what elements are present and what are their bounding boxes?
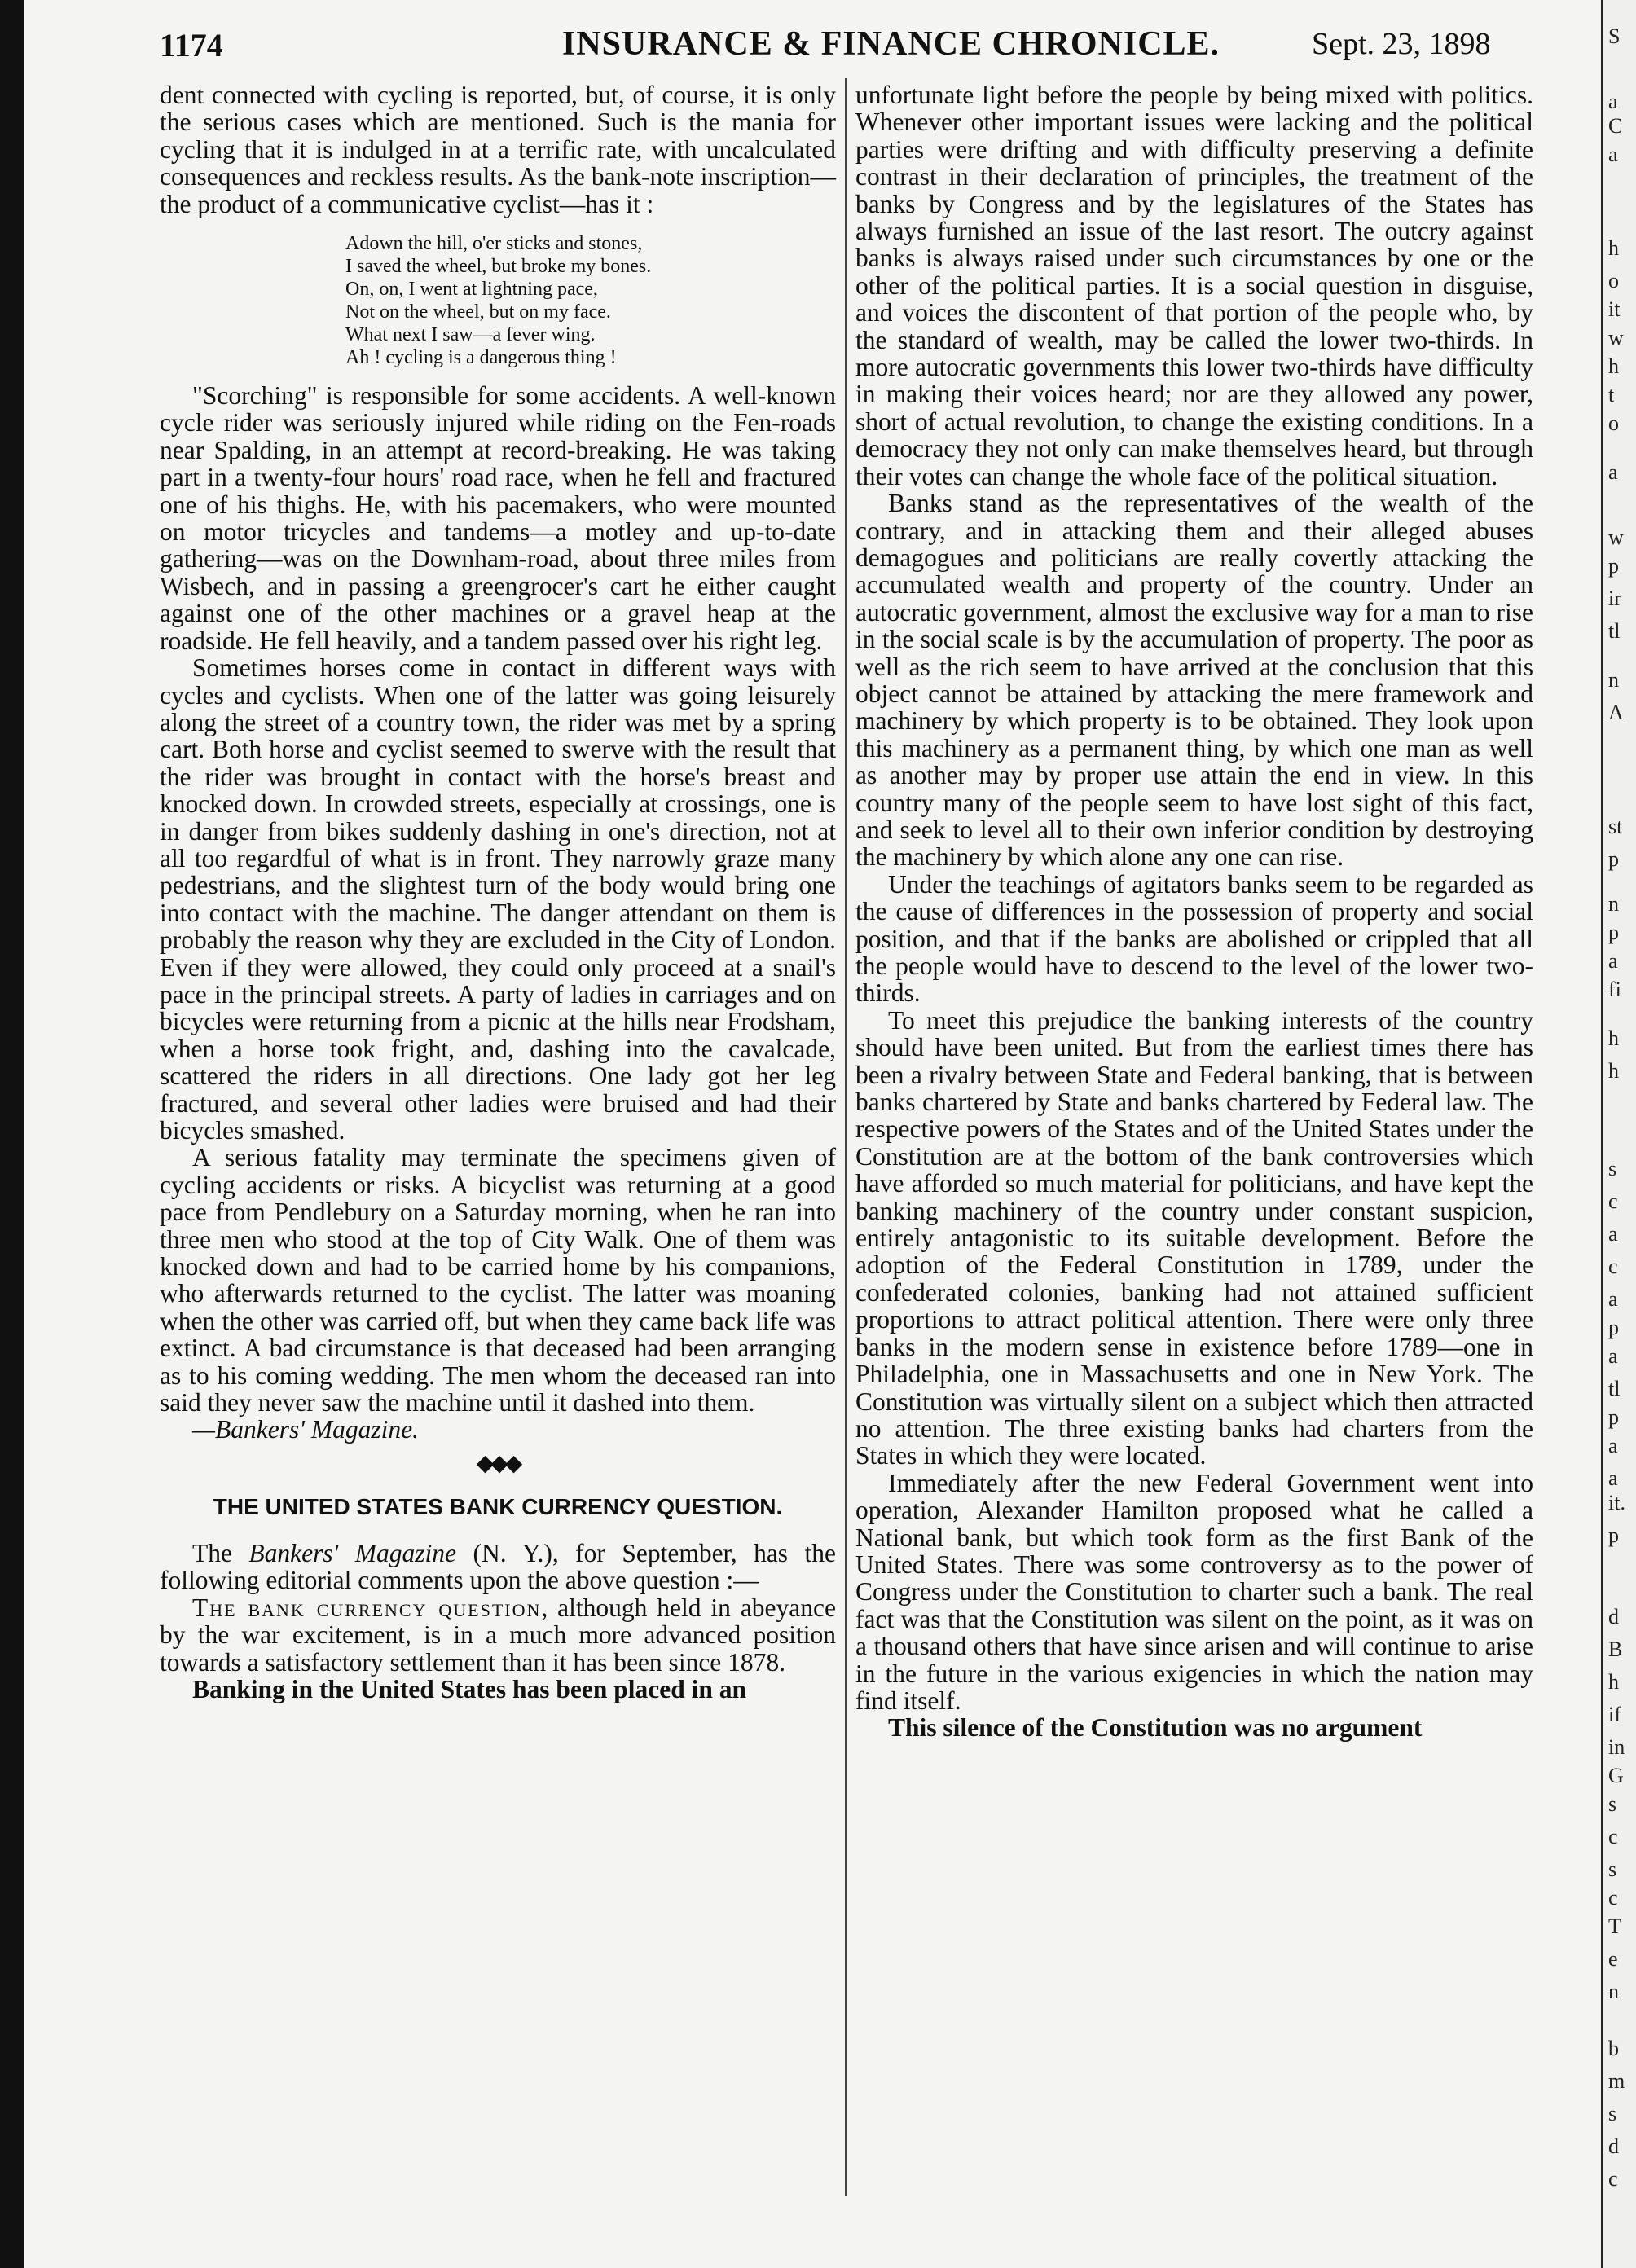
magazine-name: Bankers' Magazine (248, 1538, 457, 1567)
adjacent-page-fragment: h (1608, 1670, 1619, 1694)
paragraph (160, 1540, 836, 1594)
paragraph: Banking in the United States has been placed in an (192, 1674, 747, 1703)
small-caps-lead: The bank currency question (192, 1593, 542, 1622)
column-rule (845, 78, 847, 2196)
paragraph: Under the teachings of agitators banks seem to be regarded as the cause of differences in the possession of property and social position, and that if the banks are abolished or crippled that all the people would have to descend to the level of the lower two-thirds. (855, 869, 1533, 1008)
adjacent-page-fragment: in (1608, 1735, 1625, 1759)
poem-line: I saved the wheel, but broke my bones. (345, 256, 652, 278)
adjacent-page-fragment: tl (1608, 1377, 1621, 1400)
poem-line: Ah ! cycling is a dangerous thing ! (345, 347, 617, 369)
poem (345, 232, 836, 369)
paragraph: "Scorching" is responsible for some accidents. A well-known cycle rider was seriously injured while riding on the Fen-roads near Spalding, in an attempt at record-breaking. He was taking part in a twenty-four hours' road race, when he fell and fractured one of his thighs. He, with his pacemakers, who were mounted on motor tricycles and tandems—a motley and up-to-date gathering—was on the Downham-road, about three miles from Wisbech, and in passing a greengrocer's cart he either caught against one of the other machines or a gravel heap at the roadside. He fell heavily, and a tandem passed over his right leg. (160, 381, 836, 655)
adjacent-page-fragment: d (1608, 1605, 1619, 1628)
adjacent-page-fragment: p (1608, 1316, 1619, 1339)
adjacent-page-fragment: a (1608, 90, 1618, 113)
adjacent-page-fragment: c (1608, 2167, 1618, 2191)
adjacent-page-edge (1601, 0, 1636, 2268)
adjacent-page-fragment: a (1608, 949, 1618, 973)
adjacent-page-fragment: t (1608, 383, 1615, 407)
paragraph: unfortunate light before the people by being mixed with politics. Whenever other important issues were lacking and the political parties were drifting and with difficulty preserving a definite contrast in their declaration of principles, the treatment of the banks by Congress and by the legislatures of the States has always furnished an issue of the last resort. The outcry against banks is always raised under such circumstances by one or the other of the political parties. It is a social question in disguise, and voices the discontent of that portion of the people who, by the standard of wealth, may be called the lower two-thirds. In more autocratic governments this lower two-thirds have difficulty in making their voices heard; nor are they allowed any power, short of actual revolution, to change the existing conditions. In a democracy they not only can make themselves heard, but through their votes can change the whole face of the political situation. (855, 81, 1533, 490)
adjacent-page-fragment: it (1608, 297, 1621, 321)
issue-date: Sept. 23, 1898 (1312, 27, 1491, 61)
paragraph: Sometimes horses come in contact in different ways with cycles and cyclists. When one of the latter was going leisurely along the street of a country town, the rider was met by a spring cart. Both horse and cyclist seemed to swerve with the result that the rider was brought in contact with the horse's breast and knocked down. In crowded streets, especially at crossings, one is in danger from bikes suddenly dashing in one's direction, not at all too regardful of what is in front. They narrowly graze many pedestrians, and the slightest turn of the body would bring one into contact with the machine. The danger attendant on them is probably the reason why they are excluded in the City of London. Even if they were allowed, they could only proceed at a snail's pace in the principal streets. A party of ladies in carriages and on bicycles were returning from a picnic at the hills near Frodsham, when a horse took fright, and, dashing into the cavalcade, scattered the riders in all directions. One lady got her leg fractured, and several other ladies were bruised and had their bicycles smashed. (160, 653, 836, 1145)
adjacent-page-fragment: s (1608, 2102, 1617, 2125)
adjacent-page-fragment: a (1608, 1287, 1618, 1311)
adjacent-page-fragment: a (1608, 1434, 1618, 1457)
adjacent-page-fragment: s (1608, 1792, 1617, 1816)
page-number: 1174 (160, 27, 223, 64)
adjacent-page-fragment: it. (1608, 1491, 1625, 1514)
adjacent-page-fragment: o (1608, 269, 1619, 292)
poem-line: On, on, I went at lightning pace, (345, 279, 598, 301)
poem-line: Adown the hill, o'er sticks and stones, (345, 233, 643, 255)
paragraph-text: , although held in abeyance by the war excitement, is in a much more advanced position towards a satisfactory settlement than it has been since 1878. (160, 1593, 836, 1677)
adjacent-page-fragment: G (1608, 1764, 1624, 1787)
adjacent-page-fragment: a (1608, 460, 1618, 484)
paragraph: A serious fatality may terminate the specimens given of cycling accidents or risks. A bicyclist was returning at a good pace from Pendlebury on a Saturday morning, when he ran into three men who stood at the top of City Walk. One of them was knocked down and had to be carried home by his companions, who afterwards returned to the cyclist. The latter was moaning when the other was carried off, but when they came back life was extinct. A bad circumstance is that deceased had been arranging as to his coming wedding. The men whom the deceased ran into said they never saw the machine until it dashed into them. (160, 1143, 836, 1418)
adjacent-page-fragment: a (1608, 1222, 1618, 1246)
paragraph: To meet this prejudice the banking interests of the country should have been united. But from the earliest times there has been a rivalry between State and Federal banking, that is between banks chartered by State and banks chartered by Federal law. The respective powers of the States and of the United States under the Constitution are at the bottom of the bank controversies which have afforded so much material for politicians, and have kept the banking machinery of the country under constant suspicion, entirely antagonistic to its suitable development. Before the adoption of the Federal Constitution in 1789, under the confederated colonies, banking had not attained sufficient proportions to attract political attention. There were only three banks in the modern sense in existence before 1789—one in Philadelphia, one in Massachusetts and one in New York. The Constitution was virtually silent on a subject which then attracted no attention. The three existing banks had charters from the States in which they were located. (855, 1005, 1533, 1470)
paragraph (160, 1594, 836, 1676)
adjacent-page-fragment: h (1608, 1059, 1619, 1083)
adjacent-page-fragment: S (1608, 24, 1621, 48)
adjacent-page-fragment: if (1608, 1703, 1621, 1726)
poem-line: What next I saw—a fever wing. (345, 324, 596, 346)
paragraph: This silence of the Constitution was no argument (888, 1713, 1423, 1743)
section-ornament: ◆◆◆ (476, 1450, 520, 1476)
source-citation: —Bankers' Magazine. (192, 1415, 419, 1444)
adjacent-page-fragment: p (1608, 921, 1619, 944)
adjacent-page-fragment: fi (1608, 978, 1621, 1001)
page-header (24, 21, 1601, 70)
adjacent-page-fragment: n (1608, 668, 1619, 692)
adjacent-page-fragment: st (1608, 815, 1623, 838)
adjacent-page-fragment: B (1608, 1637, 1623, 1661)
adjacent-page-fragment: e (1608, 1947, 1618, 1971)
adjacent-page-fragment: p (1608, 1523, 1619, 1547)
adjacent-page-fragment: n (1608, 892, 1619, 916)
adjacent-page-fragment: o (1608, 411, 1619, 435)
adjacent-page-fragment: p (1608, 847, 1619, 871)
adjacent-page-fragment: A (1608, 701, 1624, 724)
adjacent-page-fragment: b (1608, 2037, 1619, 2060)
adjacent-page-fragment: C (1608, 114, 1623, 138)
adjacent-page-fragment: m (1608, 2069, 1625, 2093)
adjacent-page-fragment: T (1608, 1914, 1621, 1938)
adjacent-page-fragment: h (1608, 236, 1619, 260)
adjacent-page-fragment: a (1608, 1466, 1618, 1490)
adjacent-page-fragment: n (1608, 1980, 1619, 2003)
adjacent-page-fragment: d (1608, 2134, 1619, 2158)
poem-line: Not on the wheel, but on my face. (345, 301, 611, 323)
adjacent-page-fragment: tl (1608, 619, 1621, 643)
adjacent-page-fragment: p (1608, 1405, 1619, 1429)
adjacent-page-fragment: ir (1608, 587, 1621, 610)
paragraph: Immediately after the new Federal Government went into operation, Alexander Hamilton proposed what he called a National bank, but which took form as the first Bank of the United States. There was some controversy as to the power of Congress under the Constitution to charter such a bank. The real fact was that the Constitution was silent on the point, as it was on a thousand others that have since arisen and will continue to arise in the future in the various exigencies in which the nation may find itself. (855, 1468, 1533, 1715)
article-heading: THE UNITED STATES BANK CURRENCY QUESTION. (213, 1493, 783, 1519)
adjacent-page-fragment: c (1608, 1886, 1618, 1910)
adjacent-page-fragment: w (1608, 525, 1624, 549)
adjacent-page-fragment: p (1608, 554, 1619, 578)
adjacent-page-fragment: c (1608, 1255, 1618, 1278)
adjacent-page-fragment: h (1608, 354, 1619, 378)
newspaper-page (24, 0, 1601, 2268)
adjacent-page-fragment: s (1608, 1857, 1617, 1881)
adjacent-page-fragment: h (1608, 1026, 1619, 1050)
adjacent-page-fragment: s (1608, 1157, 1617, 1180)
right-column (855, 81, 1533, 2252)
intro-text: The (192, 1538, 249, 1567)
paragraph: Banks stand as the representatives of the wealth of the contrary, and in attacking them and their alleged abuses demagogues and politicians are really covertly attacking the accumulated wealth and property of the country. Under an autocratic government, almost the exclusive way for a man to rise in the social scale is by the accumulation of property. The poor as well as the rich seem to have arrived at the conclusion that this object cannot be attained by attacking the mere framework and machinery by which property is to be obtained. They look upon this machinery as a permanent thing, by which one man as well as another may by proper use attain the end in view. In this country many of the people seem to have lost sight of this fact, and seek to level all to their own inferior condition by destroying the machinery by which alone any one can rise. (855, 489, 1533, 872)
left-column (160, 81, 836, 2252)
intro-text: (N. Y.), for September, has the following editorial comments upon the above question :— (160, 1538, 836, 1595)
adjacent-page-fragment: a (1608, 143, 1618, 166)
publication-title: INSURANCE & FINANCE CHRONICLE. (562, 25, 1220, 63)
paragraph: dent connected with cycling is reported, but, of course, it is only the serious cases which are mentioned. Such is the mania for cycling that it is indulged in at a terrific rate, with uncalculated consequences and reckless results. As the bank-note inscription—the product of a communicative cyclist—has it : (160, 81, 836, 218)
adjacent-page-fragment: w (1608, 326, 1624, 349)
adjacent-page-fragment: a (1608, 1344, 1618, 1368)
adjacent-page-fragment: c (1608, 1189, 1618, 1213)
adjacent-page-fragment: c (1608, 1825, 1618, 1848)
